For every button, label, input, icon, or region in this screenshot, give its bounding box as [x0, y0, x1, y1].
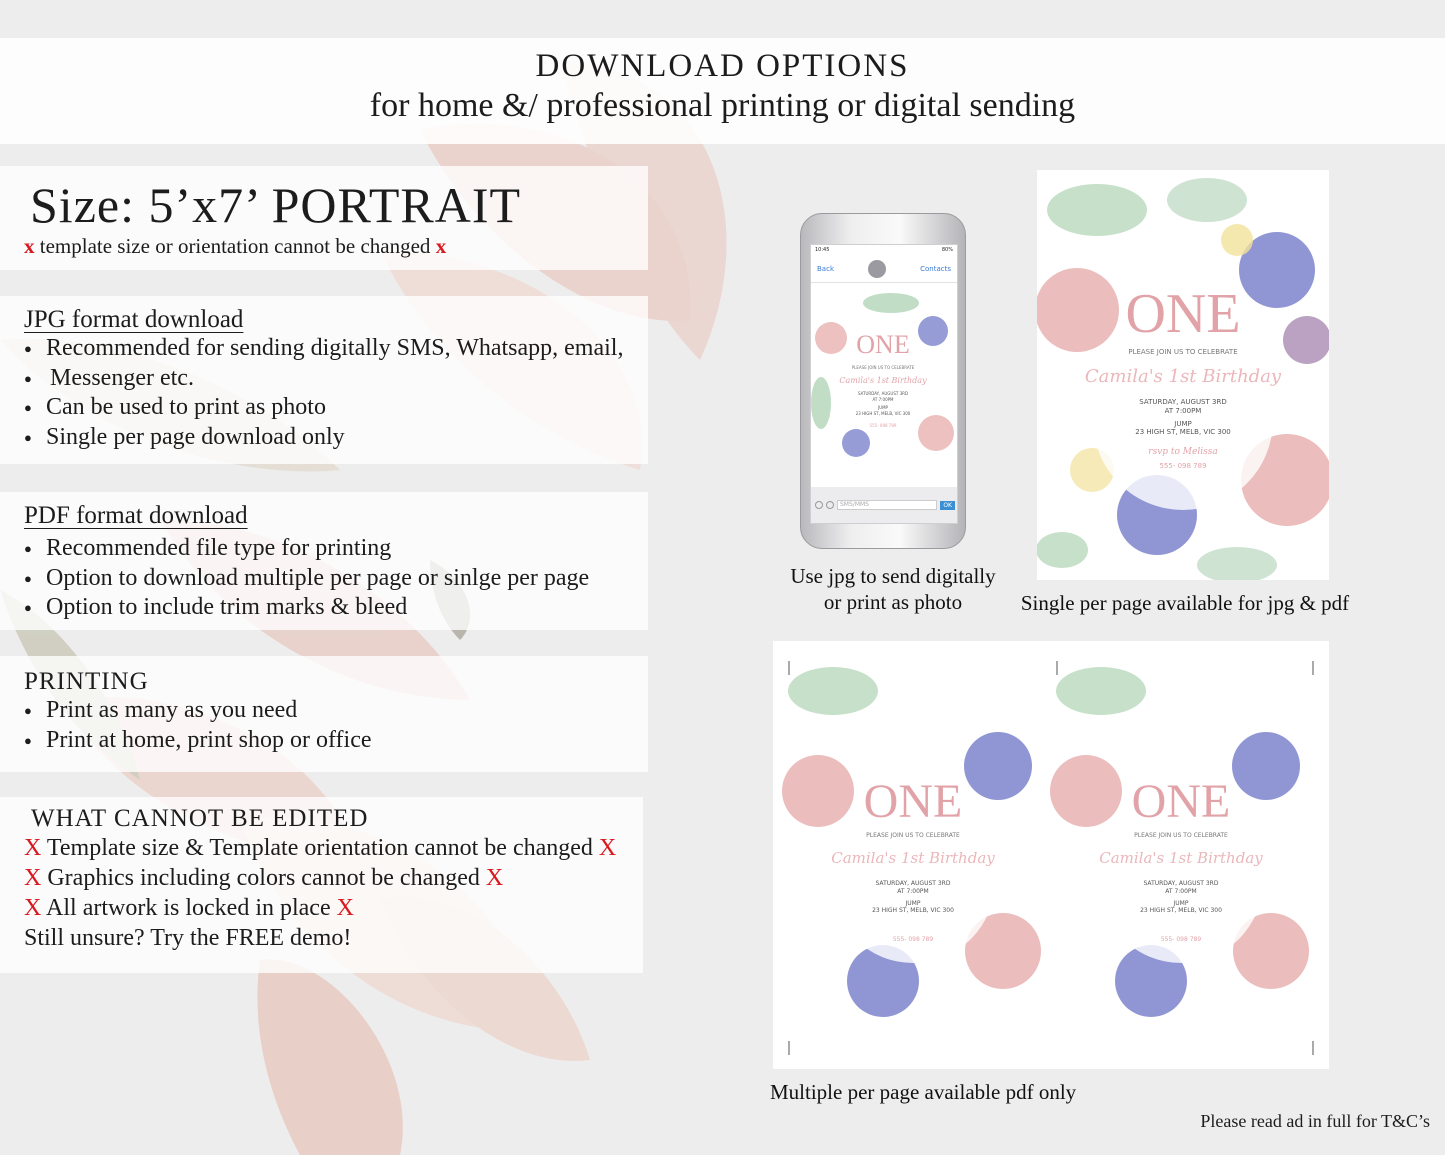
x-mark-icon: X — [485, 865, 504, 891]
page-subtitle: for home &/ professional printing or digital sending — [369, 87, 1076, 124]
phone-screen — [810, 244, 958, 524]
size-note — [24, 234, 648, 259]
svg-text:23 HIGH ST, MELB, VIC 300: 23 HIGH ST, MELB, VIC 300 — [1135, 428, 1231, 436]
svg-text:23 HIGH ST, MELB, VIC 300: 23 HIGH ST, MELB, VIC 300 — [1140, 907, 1222, 914]
cannot-edit-line: X Template size & Template orientation cannot be changed X — [24, 835, 617, 861]
jpg-item: ● Single per page download only — [24, 423, 648, 453]
svg-text:rsvp to Melissa: rsvp to Melissa — [1148, 447, 1218, 457]
x-mark-icon: X — [336, 895, 354, 921]
avatar-icon — [868, 260, 886, 278]
jpg-item-continuation: ● Messenger etc. — [24, 364, 648, 394]
svg-text:555- 098 789: 555- 098 789 — [869, 423, 897, 428]
jpg-item: ● Recommended for sending digitally SMS, Whatsapp, email, — [24, 334, 648, 364]
svg-text:JUMP: JUMP — [1173, 900, 1189, 907]
single-invite-preview — [1037, 170, 1329, 580]
cannot-edit-line: X All artwork is locked in place X — [24, 895, 354, 921]
contacts-link: Contacts — [920, 264, 951, 273]
svg-text:JUMP: JUMP — [905, 900, 921, 907]
svg-text:PLEASE JOIN US TO CELEBRATE: PLEASE JOIN US TO CELEBRATE — [1128, 348, 1238, 356]
back-link: Back — [817, 264, 834, 273]
ok-button: OK — [940, 501, 955, 510]
jpg-item: ● Can be used to print as photo — [24, 393, 648, 423]
cannot-edit-panel — [0, 797, 643, 973]
phone-invite-artwork — [811, 283, 958, 483]
pdf-item: ● Recommended file type for printing — [24, 534, 648, 564]
svg-text:Camila's 1st Birthday: Camila's 1st Birthday — [1099, 849, 1263, 867]
invite-one-title: ONE — [1125, 283, 1241, 345]
demo-note: Still unsure? Try the FREE demo! — [24, 925, 352, 951]
single-caption: Single per page available for jpg & pdf — [1020, 591, 1350, 615]
pdf-item: ● Option to include trim marks & bleed — [24, 593, 648, 623]
printing-item: ● Print as many as you need — [24, 696, 648, 726]
phone-caption: Use jpg to send digitally or print as photo — [790, 564, 996, 614]
printing-item: ● Print at home, print shop or office — [24, 726, 648, 756]
multi-invite-artwork — [773, 641, 1329, 1069]
svg-text:555- 098 789: 555- 098 789 — [892, 936, 934, 943]
svg-text:AT 7:00PM: AT 7:00PM — [1164, 407, 1202, 415]
multi-invite-sheet — [773, 641, 1329, 1069]
size-note-text: template size or orientation cannot be changed — [39, 234, 431, 258]
emoji-icon — [826, 501, 834, 509]
svg-text:Camila's 1st Birthday: Camila's 1st Birthday — [1084, 366, 1282, 387]
svg-text:AT 7:00PM: AT 7:00PM — [1165, 888, 1197, 895]
phone-message-bar — [811, 487, 958, 523]
svg-text:SATURDAY, AUGUST 3RD: SATURDAY, AUGUST 3RD — [1143, 880, 1219, 887]
size-panel — [0, 166, 648, 270]
svg-text:PLEASE JOIN US TO CELEBRATE: PLEASE JOIN US TO CELEBRATE — [851, 365, 915, 370]
multi-caption: Multiple per page available pdf only — [770, 1080, 1077, 1104]
svg-text:JUMP: JUMP — [1174, 420, 1192, 428]
x-mark-icon: x — [435, 234, 447, 258]
svg-text:AT 7:00PM: AT 7:00PM — [872, 397, 894, 402]
svg-text:SATURDAY, AUGUST 3RD: SATURDAY, AUGUST 3RD — [858, 391, 908, 396]
phone-status-bar: 10:45 80% — [815, 247, 953, 253]
phone-invite-title: ONE — [856, 330, 910, 359]
pdf-heading: PDF format download — [24, 502, 248, 529]
svg-text:Camila's 1st Birthday: Camila's 1st Birthday — [831, 849, 995, 867]
cannot-edit-heading: WHAT CANNOT BE EDITED — [31, 805, 369, 832]
size-title: Size: 5’x7’ PORTRAIT — [30, 177, 522, 233]
svg-text:23 HIGH ST, MELB, VIC 300: 23 HIGH ST, MELB, VIC 300 — [855, 411, 911, 416]
x-mark-icon: X — [24, 865, 42, 891]
svg-text:ONE: ONE — [863, 775, 963, 828]
phone-mockup — [800, 213, 966, 549]
svg-text:AT 7:00PM: AT 7:00PM — [897, 888, 929, 895]
svg-text:ONE: ONE — [1131, 775, 1231, 828]
x-mark-icon: X — [24, 895, 42, 921]
svg-text:JUMP: JUMP — [878, 405, 888, 410]
page-title: DOWNLOAD OPTIONS — [535, 48, 910, 84]
jpg-heading: JPG format download — [24, 306, 244, 333]
x-mark-icon: x — [24, 234, 35, 258]
svg-text:PLEASE JOIN US TO CELEBRATE: PLEASE JOIN US TO CELEBRATE — [866, 832, 960, 839]
pdf-panel — [0, 492, 648, 630]
printing-heading: PRINTING — [24, 668, 149, 695]
sms-input: SMS/MMS — [837, 500, 937, 510]
single-invite-artwork — [1037, 170, 1329, 580]
x-mark-icon: X — [598, 835, 617, 861]
svg-text:PLEASE JOIN US TO CELEBRATE: PLEASE JOIN US TO CELEBRATE — [1134, 832, 1228, 839]
printing-panel — [0, 656, 648, 772]
x-mark-icon: X — [24, 835, 42, 861]
svg-text:23 HIGH ST, MELB, VIC 300: 23 HIGH ST, MELB, VIC 300 — [872, 907, 954, 914]
cannot-edit-line: X Graphics including colors cannot be changed X — [24, 865, 504, 891]
svg-text:SATURDAY, AUGUST 3RD: SATURDAY, AUGUST 3RD — [875, 880, 951, 887]
camera-icon — [815, 501, 823, 509]
svg-text:555- 098 789: 555- 098 789 — [1160, 936, 1202, 943]
svg-text:555- 098 789: 555- 098 789 — [1159, 462, 1207, 470]
svg-text:Camila's 1st Birthday: Camila's 1st Birthday — [839, 376, 927, 385]
jpg-panel — [0, 296, 648, 464]
header-banner — [0, 38, 1445, 144]
terms-note: Please read ad in full for T&C’s — [1200, 1111, 1430, 1131]
pdf-item: ● Option to download multiple per page or sinlge per page — [24, 564, 648, 594]
svg-text:SATURDAY, AUGUST 3RD: SATURDAY, AUGUST 3RD — [1139, 398, 1227, 406]
phone-nav-bar — [811, 255, 957, 283]
